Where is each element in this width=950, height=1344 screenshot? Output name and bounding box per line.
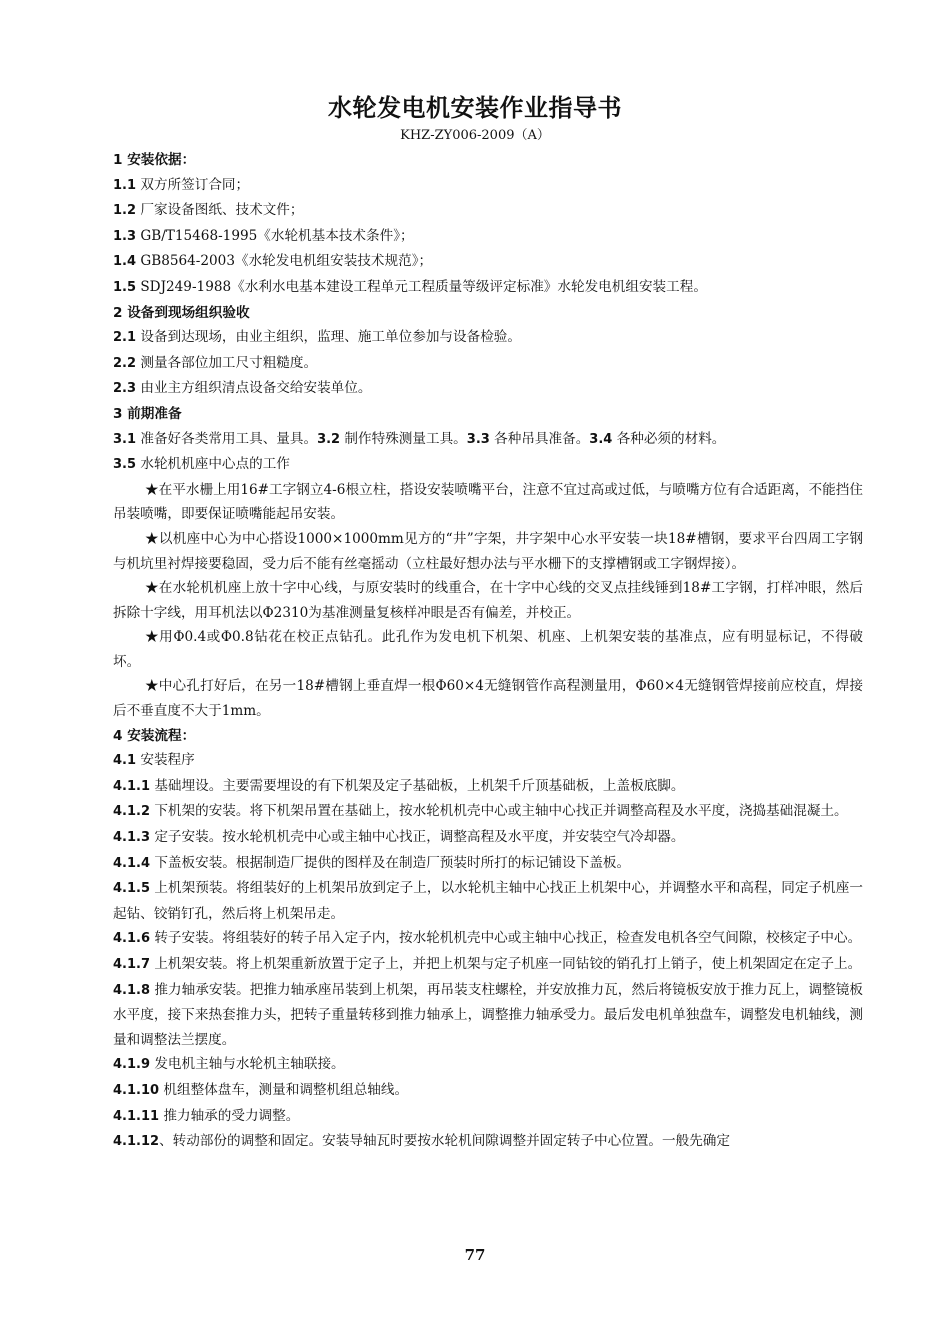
section-3-heading: 3 前期准备 bbox=[113, 405, 182, 422]
page-number: 77 bbox=[464, 1246, 486, 1264]
clause-1-5: 1.5 SDJ249-1988《水利水电基本建设工程单元工程质量等级评定标准》水轮发电机组安装工程。 bbox=[113, 278, 707, 295]
document-body bbox=[113, 148, 863, 1155]
step-4-1-7: 4.1.7 上机架安装。将上机架重新放置于定子上，并把上机架与定子机座一同钻铰的销孔打上销子，使上机架固定在定子上。 bbox=[113, 956, 862, 972]
clause-2-3: 2.3 由业主方组织清点设备交给安装单位。 bbox=[113, 380, 372, 397]
step-4-1-12: 4.1.12、转动部份的调整和固定。安装导轴瓦时要按水轮机间隙调整并固定转子中心位置。一般先确定 bbox=[113, 1133, 730, 1150]
step-4-1-2: 4.1.2 下机架的安装。将下机架吊置在基础上，按水轮机机壳中心或主轴中心找正并调整高程及水平度，浇捣基础混凝土。 bbox=[113, 803, 848, 820]
paragraph-centerline: ★在水轮机机座上放十字中心线，与原安装时的线重合，在十字中心线的交叉点挂线锤到18#工字钢，打样冲眼，然后拆除十字线，用耳机法以Φ2310为基准测量复核样冲眼是否有偏差，并校正。 bbox=[113, 580, 863, 621]
paragraph-drilling: ★用Φ0.4或Φ0.8钻花在校正点钻孔。此孔作为发电机下机架、机座、上机架安装的基准点，应有明显标记，不得破坏。 bbox=[113, 629, 863, 670]
clause-3-1-to-3-4: 3.1 准备好各类常用工具、量具。3.2 制作特殊测量工具。3.3 各种吊具准备。3.4 各种必须的材料。 bbox=[113, 430, 726, 447]
clause-1-3: 1.3 GB/T15468-1995《水轮机基本技术条件》； bbox=[113, 227, 414, 244]
step-4-1-6: 4.1.6 转子安装。将组装好的转子吊入定子内，按水轮机机壳中心或主轴中心找正，检查发电机各空气间隙，校核定子中心。 bbox=[113, 930, 862, 947]
paragraph-frame: ★以机座中心为中心搭设1000×1000mm见方的“井”字架，井字架中心水平安装一块18#槽钢，要求平台四周工字钢与机坑里衬焊接要稳固，受力后不能有丝毫摇动（立柱最好想办法与平水栅下的支撑槽钢或工字钢焊接）。 bbox=[113, 530, 863, 572]
section-2-heading: 2 设备到现场组织验收 bbox=[113, 304, 250, 321]
paragraph-elevation-pipe: ★中心孔打好后，在另一18#槽钢上垂直焊一根Φ60×4无缝钢管作高程测量用，Φ60×4无缝钢管焊接前应校直，焊接后不垂直度不大于1mm。 bbox=[113, 678, 863, 720]
clause-1-4: 1.4 GB8564-2003《水轮发电机组安装技术规范》； bbox=[113, 253, 433, 270]
step-4-1-8: 4.1.8 推力轴承安装。把推力轴承座吊装到上机架，再吊装支柱螺栓，并安放推力瓦，然后将镜板安放于推力瓦上，调整镜板水平度，接下来热套推力头，把转子重量转移到推力轴承上，调整推力轴承受力。最后发电机单独盘车，调整发电机轴线，测量和调整法兰摆度。 bbox=[113, 981, 863, 1048]
step-4-1-4: 4.1.4 下盖板安装。根据制造厂提供的图样及在制造厂预装时所打的标记铺设下盖板。 bbox=[113, 854, 631, 871]
step-4-1-5: 4.1.5 上机架预装。将组装好的上机架吊放到定子上，以水轮机主轴中心找正上机架中心，并调整水平和高程，同定子机座一起钻、铰销钉孔，然后将上机架吊走。 bbox=[113, 880, 863, 922]
clause-2-2: 2.2 测量各部位加工尺寸粗糙度。 bbox=[113, 354, 318, 371]
document-title: 水轮发电机安装作业指导书 bbox=[328, 94, 622, 122]
clause-1-2: 1.2 厂家设备图纸、技术文件； bbox=[113, 202, 304, 219]
step-4-1-3: 4.1.3 定子安装。按水轮机机壳中心或主轴中心找正，调整高程及水平度，并安装空气冷却器。 bbox=[113, 829, 685, 846]
step-4-1-1: 4.1.1 基础埋设。主要需要埋设的有下机架及定子基础板，上机架千斤顶基础板，上盖板底脚。 bbox=[113, 777, 685, 794]
section-4-heading: 4 安装流程： bbox=[113, 727, 196, 744]
clause-2-1: 2.1 设备到达现场，由业主组织，监理、施工单位参加与设备检验。 bbox=[113, 329, 521, 346]
clause-4-1: 4.1 安装程序 bbox=[113, 752, 195, 769]
document-code: KHZ-ZY006-2009（A） bbox=[400, 128, 550, 143]
step-4-1-9: 4.1.9 发电机主轴与水轮机主轴联接。 bbox=[113, 1056, 345, 1073]
step-4-1-10: 4.1.10 机组整体盘车，测量和调整机组总轴线。 bbox=[113, 1081, 409, 1098]
section-1-heading: 1 安装依据： bbox=[113, 152, 196, 168]
clause-3-5: 3.5 水轮机机座中心点的工作 bbox=[113, 456, 290, 473]
clause-1-1: 1.1 双方所签订合同； bbox=[113, 176, 250, 193]
paragraph-platform: ★在平水栅上用16#工字钢立4-6根立柱，搭设安装喷嘴平台，注意不宜过高或过低，与喷嘴方位有合适距离，不能挡住吊装喷嘴，即要保证喷嘴能起吊安装。 bbox=[113, 481, 863, 523]
step-4-1-11: 4.1.11 推力轴承的受力调整。 bbox=[113, 1107, 300, 1124]
